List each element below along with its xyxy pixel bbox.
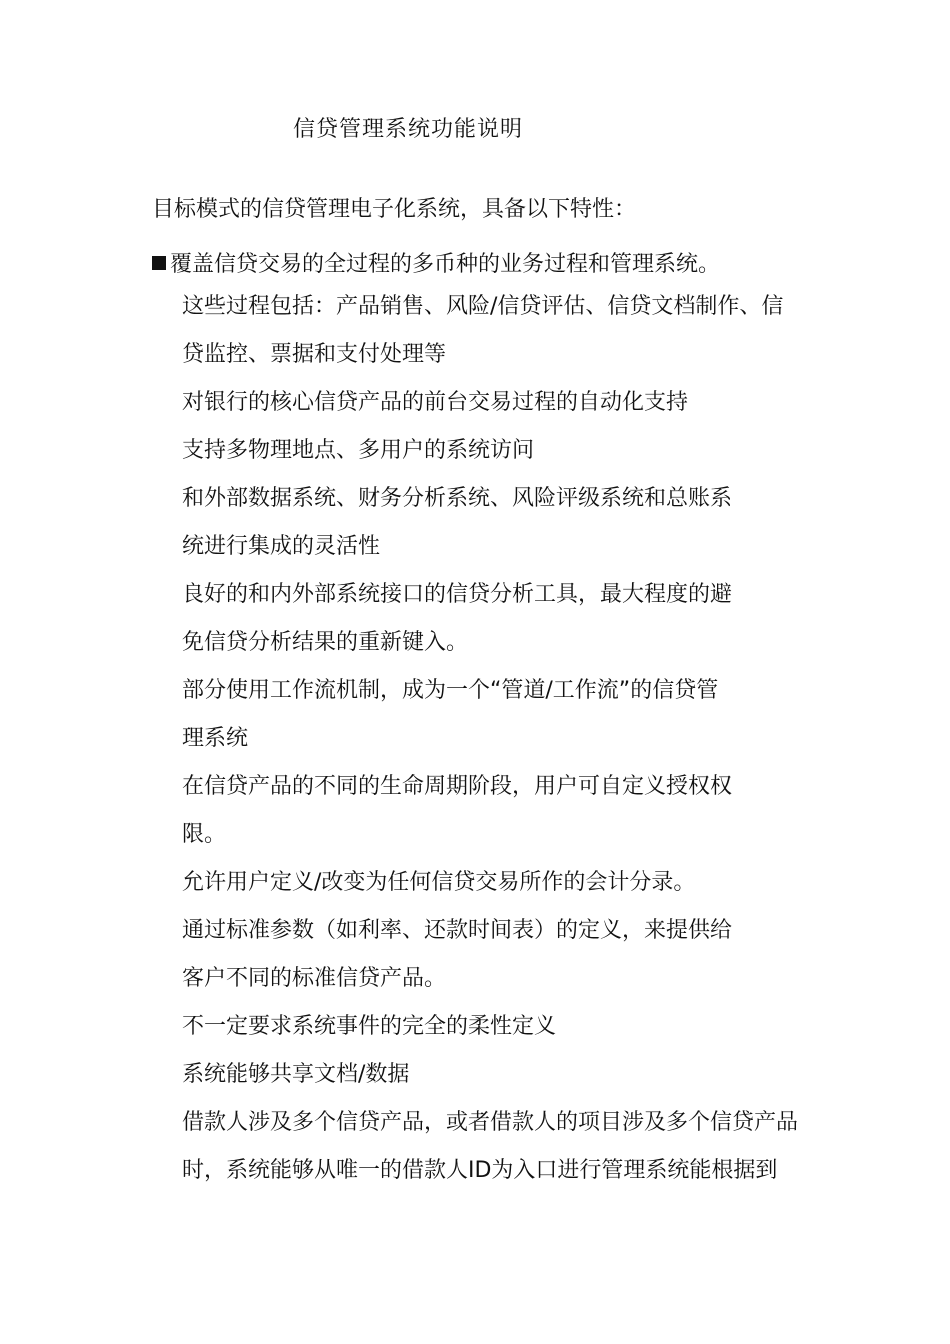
feature-item — [182, 770, 862, 852]
feature-item-line: 系统能够共享文档/数据 — [182, 1062, 410, 1087]
feature-item-line: 免信贷分析结果的重新键入。 — [182, 630, 469, 655]
feature-item-line: 在信贷产品的不同的生命周期阶段，用户可自定义授权权 — [182, 774, 733, 799]
bullet-heading — [152, 247, 720, 278]
intro-paragraph: 目标模式的信贷管理电子化系统，具备以下特性： — [152, 197, 637, 222]
feature-item — [182, 674, 862, 756]
feature-item-line: 允许用户定义/改变为任何信贷交易所作的会计分录。 — [182, 870, 696, 895]
feature-item — [182, 290, 862, 372]
feature-item-line: 对银行的核心信贷产品的前台交易过程的自动化支持 — [182, 390, 689, 415]
feature-item-line: 不一定要求系统事件的完全的柔性定义 — [182, 1014, 557, 1039]
feature-item-line: 理系统 — [182, 726, 249, 751]
square-bullet-icon — [152, 256, 166, 270]
feature-item-line: 贷监控、票据和支付处理等 — [182, 342, 447, 367]
feature-item-line: 统进行集成的灵活性 — [182, 534, 381, 559]
feature-item — [182, 578, 862, 660]
feature-item-line: 良好的和内外部系统接口的信贷分析工具，最大程度的避 — [182, 582, 733, 607]
feature-item-line: 和外部数据系统、财务分析系统、风险评级系统和总账系 — [182, 486, 733, 511]
feature-item — [182, 386, 862, 420]
feature-item — [182, 914, 862, 996]
feature-item — [182, 434, 862, 468]
feature-item — [182, 866, 862, 900]
feature-item — [182, 482, 862, 564]
feature-item-line: 借款人涉及多个信贷产品，或者借款人的项目涉及多个信贷产品 — [182, 1110, 799, 1135]
feature-item-line: 支持多物理地点、多用户的系统访问 — [182, 438, 535, 463]
feature-item-line: 通过标准参数（如利率、还款时间表）的定义，来提供给 — [182, 918, 733, 943]
feature-item-line: 限。 — [182, 822, 227, 847]
feature-item-line: 这些过程包括：产品销售、风险/信贷评估、信贷文档制作、信 — [182, 294, 784, 319]
feature-item — [182, 1058, 862, 1092]
feature-item — [182, 1010, 862, 1044]
feature-item — [182, 1106, 862, 1188]
feature-item-line: 时，系统能够从唯一的借款人ID为入口进行管理系统能根据到 — [182, 1158, 778, 1183]
feature-list — [182, 290, 862, 1202]
document-title: 信贷管理系统功能说明 — [293, 117, 524, 142]
feature-item-line: 客户不同的标准信贷产品。 — [182, 966, 447, 991]
bullet-text: 覆盖信贷交易的全过程的多币种的业务过程和管理系统。 — [170, 252, 721, 277]
feature-item-line: 部分使用工作流机制，成为一个“管道/工作流”的信贷管 — [182, 678, 719, 703]
